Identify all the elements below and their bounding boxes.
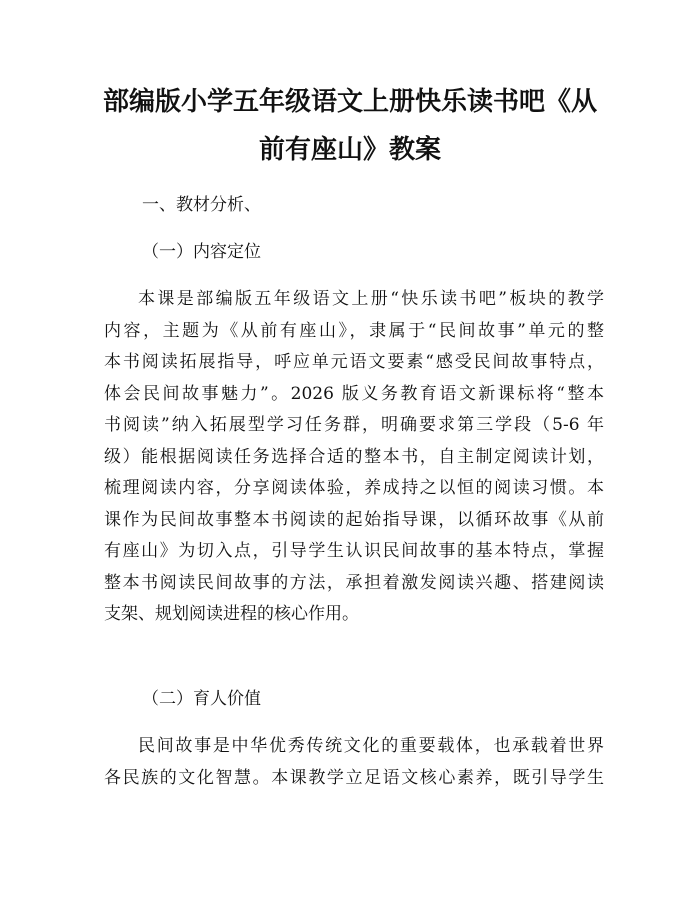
- paragraph-line: 级）能根据阅读任务选择合适的整本书，自主制定阅读计划，: [104, 446, 604, 467]
- paragraph-line: 整本书阅读民间故事的方法，承担着激发阅读兴趣、搭建阅读: [104, 572, 604, 593]
- paragraph-line: 内容，主题为《从前有座山》，隶属于“民间故事”单元的整: [104, 320, 604, 341]
- paragraph-content-positioning: [104, 284, 604, 631]
- document-title: [100, 78, 600, 174]
- paragraph-educational-value: [104, 731, 604, 794]
- paragraph-line: 课作为民间故事整本书阅读的起始指导课，以循环故事《从前: [104, 509, 604, 530]
- paragraph-line: 支架、规划阅读进程的核心作用。: [104, 604, 359, 624]
- paragraph-line: 本书阅读拓展指导，呼应单元语文要素“感受民间故事特点，: [104, 352, 604, 372]
- paragraph-line: 民间故事是中华优秀传统文化的重要载体，也承载着世界: [138, 736, 604, 756]
- subsection-heading-content-positioning: （一）内容定位: [142, 242, 261, 262]
- section-heading-teaching-material-analysis: 一、教材分析、: [142, 195, 261, 215]
- title-line-2: 前有座山》教案: [258, 135, 441, 165]
- paragraph-line: 梳理阅读内容，分享阅读体验，养成持之以恒的阅读习惯。本: [104, 478, 604, 498]
- subsection-heading-educational-value: （二）育人价值: [142, 689, 261, 709]
- title-line-1: 部编版小学五年级语文上册快乐读书吧《从: [102, 87, 597, 117]
- paragraph-line: 体会民间故事魅力”。2026 版义务教育语文新课标将“整本: [104, 383, 604, 404]
- paragraph-line: 有座山》为切入点，引导学生认识民间故事的基本特点，掌握: [104, 541, 604, 561]
- paragraph-line: 本课是部编版五年级语文上册“快乐读书吧”板块的教学: [138, 289, 604, 309]
- paragraph-line: 各民族的文化智慧。本课教学立足语文核心素养，既引导学生: [104, 767, 604, 788]
- paragraph-line: 书阅读”纳入拓展型学习任务群，明确要求第三学段（5-6 年: [104, 415, 604, 435]
